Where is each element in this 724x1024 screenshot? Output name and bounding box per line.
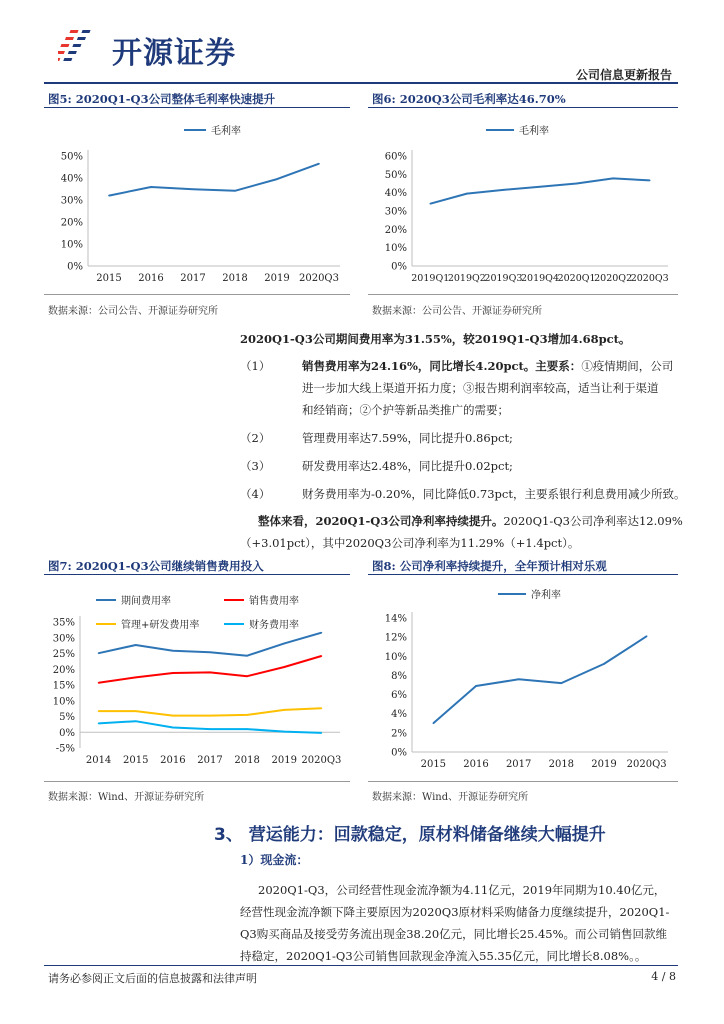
figure-8-chart <box>368 578 678 778</box>
figure-5-bottom-rule <box>44 294 350 295</box>
cash-line-3: Q3购买商品及接受劳务流出现金38.20亿元，同比增长25.45%。而公司销售回款维 <box>240 927 668 941</box>
fig7-data-point <box>246 714 248 716</box>
item-4-num: （4） <box>240 487 271 501</box>
fig7-data-point <box>98 710 100 712</box>
fig8-x-tick-label: 2020Q3 <box>626 759 667 770</box>
fig6-y-tick-label: 0% <box>391 261 407 273</box>
fig7-data-point <box>283 666 285 668</box>
fig8-x-tick-label: 2018 <box>548 759 575 770</box>
fig5-x-tick-label: 2018 <box>222 273 248 284</box>
fig7-data-point <box>246 675 248 677</box>
fig5-x-tick-label: 2017 <box>180 273 206 284</box>
fig7-data-point <box>209 672 211 674</box>
figure-7-chart <box>44 578 350 778</box>
fig5-y-tick-label: 0% <box>67 261 83 273</box>
fig6-data-point <box>576 183 578 185</box>
fig7-data-point <box>283 709 285 711</box>
cash-line-1: 2020Q1-Q3，公司经营性现金流净额为4.11亿元，2019年同期为10.40亿元， <box>258 883 666 897</box>
fig6-y-tick-label: 30% <box>384 206 407 218</box>
fig5-y-tick-label: 50% <box>60 151 83 163</box>
fig7-legend-label: 管理+研发费用率 <box>121 620 200 631</box>
fig5-legend-label: 毛利率 <box>211 126 241 137</box>
fig7-x-tick-label: 2016 <box>160 755 186 766</box>
figure-6-bottom-rule <box>368 294 678 295</box>
cash-line-4: 持稳定，2020Q1-Q3公司销售回款现金净流入55.35亿元，同比增长8.08%。。 <box>240 949 647 963</box>
fig7-x-tick-label: 2017 <box>197 755 223 766</box>
fig7-data-point <box>321 732 323 734</box>
fig8-x-tick-label: 2019 <box>591 759 617 770</box>
figure-6-title: 图6: 2020Q3公司毛利率达46.70% <box>372 92 566 106</box>
fig8-data-point <box>475 685 477 687</box>
fig8-y-tick-label: 12% <box>384 632 407 644</box>
page-number: 4 / 8 <box>651 970 676 983</box>
fig5-data-point <box>192 188 194 190</box>
fig5-data-point <box>234 190 236 192</box>
footer-disclaimer: 请务必参阅正文后面的信息披露和法律声明 <box>48 972 257 985</box>
item-1-text-1: ①疫情期间，公司 <box>581 359 674 373</box>
figure-6-rule <box>368 107 678 108</box>
fig8-y-tick-label: 4% <box>391 709 407 721</box>
fig6-x-tick-label: 2019Q1 <box>411 273 450 284</box>
fig5-x-tick-label: 2020Q3 <box>298 273 340 284</box>
fig7-data-point <box>135 677 137 679</box>
fig8-y-tick-label: 8% <box>391 670 407 682</box>
net-margin-line-2: （+3.01pct），其中2020Q3公司净利率为11.29%（+1.4pct）。 <box>240 536 580 550</box>
fig6-x-tick-label: 2019Q2 <box>447 273 486 284</box>
fig5-y-tick-label: 40% <box>60 173 83 185</box>
fig5-x-tick-label: 2019 <box>264 273 290 284</box>
item-1-line-2: 进一步加大线上渠道开拓力度；③报告期利润率较高，适当让利于渠道 <box>302 381 659 395</box>
figure-5-source: 数据来源：公司公告、开源证券研究所 <box>48 306 218 317</box>
figure-8-title: 图8: 公司净利率持续提升，全年预计相对乐观 <box>372 559 607 573</box>
fig8-series-line <box>433 636 646 723</box>
fig6-y-tick-label: 50% <box>384 169 407 181</box>
fig7-y-tick-label: 20% <box>52 664 75 676</box>
cash-line-2: 经营性现金流净额下降主要原因为2020Q3原材料采购储备力度继续提升，2020Q1- <box>240 905 670 919</box>
item-1-line-1 <box>302 355 673 377</box>
fig5-data-point <box>318 163 320 165</box>
fig8-y-tick-label: 14% <box>384 613 407 625</box>
fig7-data-point <box>98 723 100 725</box>
fig7-legend-label: 财务费用率 <box>249 620 299 631</box>
fig8-data-point <box>603 663 605 665</box>
figure-5-rule <box>44 107 350 108</box>
fig7-data-point <box>321 632 323 634</box>
fig5-data-point <box>108 195 110 197</box>
figure-7-title: 图7: 2020Q1-Q3公司继续销售费用投入 <box>48 559 264 573</box>
figure-8-rule <box>368 574 678 575</box>
fig7-data-point <box>209 715 211 717</box>
fig6-series-line <box>430 178 649 203</box>
header-rule <box>44 82 678 84</box>
fig7-legend-label: 销售费用率 <box>249 596 299 607</box>
fig7-data-point <box>98 652 100 654</box>
fig8-y-tick-label: 2% <box>391 728 407 740</box>
fig7-y-tick-label: 10% <box>52 696 75 708</box>
figure-7-rule <box>44 574 350 575</box>
fig6-legend-label: 毛利率 <box>519 126 549 137</box>
fig6-x-tick-label: 2019Q3 <box>484 273 523 284</box>
figure-7-source: 数据来源：Wind、开源证券研究所 <box>48 792 205 803</box>
figure-6-source: 数据来源：公司公告、开源证券研究所 <box>372 306 542 317</box>
fig7-data-point <box>172 727 174 729</box>
fig7-data-point <box>98 682 100 684</box>
logo-mark-icon <box>58 26 108 66</box>
fig7-data-point <box>283 643 285 645</box>
fig8-data-point <box>433 722 435 724</box>
fig8-x-tick-label: 2017 <box>505 759 532 770</box>
fig7-x-tick-label: 2018 <box>234 755 260 766</box>
subsection-cash-flow: 1）现金流： <box>240 853 309 867</box>
fig7-x-tick-label: 2019 <box>271 755 298 766</box>
fig7-y-tick-label: -5% <box>55 743 75 755</box>
fig7-series-line <box>99 708 322 715</box>
fig6-x-tick-label: 2019Q4 <box>520 273 560 284</box>
fig7-series-line <box>99 721 322 733</box>
report-type: 公司信息更新报告 <box>575 68 672 82</box>
fig8-data-point <box>518 678 520 680</box>
fig7-y-tick-label: 25% <box>52 649 75 660</box>
fig7-data-point <box>135 710 137 712</box>
fig8-y-tick-label: 10% <box>384 651 407 663</box>
fig5-series-line <box>109 164 319 196</box>
fig7-y-tick-label: 35% <box>52 617 75 629</box>
item-3-num: （3） <box>240 459 271 473</box>
fig6-x-tick-label: 2020Q3 <box>630 273 669 284</box>
fig7-data-point <box>172 672 174 674</box>
item-1-bold: 销售费用率为24.16%，同比增长4.20pct。主要系： <box>302 359 582 373</box>
fig7-data-point <box>172 715 174 717</box>
fig7-data-point <box>209 651 211 653</box>
fig7-data-point <box>321 708 323 710</box>
fig7-x-tick-label: 2015 <box>122 755 149 766</box>
section-3-title: 3、 营运能力：回款稳定，原材料储备继续大幅提升 <box>214 825 606 845</box>
fig6-data-point <box>612 178 614 180</box>
figure-5-title: 图5: 2020Q1-Q3公司整体毛利率快速提升 <box>48 92 276 106</box>
fig8-legend-label: 净利率 <box>531 590 561 601</box>
fig8-data-point <box>561 682 563 684</box>
fig5-x-tick-label: 2015 <box>96 273 122 284</box>
item-1-num: （1） <box>240 359 271 373</box>
figure-7-bottom-rule <box>44 781 350 782</box>
fig7-y-tick-label: 0% <box>59 727 75 739</box>
fig5-y-tick-label: 20% <box>60 217 83 229</box>
fig6-data-point <box>649 180 651 182</box>
fig7-series-line <box>99 656 322 683</box>
figure-5-chart <box>44 110 350 290</box>
fig6-y-tick-label: 40% <box>384 188 407 200</box>
fig5-data-point <box>150 186 152 188</box>
fig6-data-point <box>539 186 541 188</box>
fig6-data-point <box>503 189 505 191</box>
fig7-data-point <box>246 655 248 657</box>
fig6-y-tick-label: 10% <box>384 243 407 255</box>
item-3-text: 研发费用率达2.48%，同比提升0.02pct; <box>302 459 513 473</box>
fig6-y-tick-label: 60% <box>384 151 407 163</box>
fig7-data-point <box>246 728 248 730</box>
footer-rule <box>44 965 678 966</box>
fig7-data-point <box>283 731 285 733</box>
fig7-x-tick-label: 2014 <box>85 755 112 766</box>
fig6-x-tick-label: 2020Q1 <box>557 273 596 284</box>
fig7-data-point <box>321 655 323 657</box>
fig7-data-point <box>135 644 137 646</box>
fig6-data-point <box>429 203 431 205</box>
figure-8-source: 数据来源：Wind、开源证券研究所 <box>372 792 529 803</box>
fig7-y-tick-label: 30% <box>52 633 75 645</box>
fig5-x-tick-label: 2016 <box>138 273 164 284</box>
fig8-y-tick-label: 6% <box>391 690 407 702</box>
item-4-text: 财务费用率为-0.20%，同比降低0.73pct，主要系银行利息费用减少所致。 <box>302 487 686 501</box>
figure-6-chart <box>368 110 678 290</box>
figure-8-bottom-rule <box>368 781 678 782</box>
company-name: 开源证券 <box>112 36 236 71</box>
fig5-y-tick-label: 30% <box>60 195 83 207</box>
fig6-y-tick-label: 20% <box>384 224 407 236</box>
net-margin-line-1 <box>258 510 683 532</box>
fig7-y-tick-label: 5% <box>59 712 75 723</box>
fig7-y-tick-label: 15% <box>52 680 75 692</box>
item-2-num: （2） <box>240 431 271 445</box>
item-1-line-3: 和经销商；②个护等新品类推广的需要； <box>302 403 509 417</box>
fig8-data-point <box>646 635 648 637</box>
fig7-x-tick-label: 2020Q3 <box>301 755 342 766</box>
fig6-data-point <box>466 193 468 195</box>
net-margin-bold: 整体来看，2020Q1-Q3公司净利率持续提升。 <box>258 514 504 528</box>
fig7-data-point <box>209 728 211 730</box>
fig5-y-tick-label: 10% <box>60 239 83 251</box>
expense-summary: 2020Q1-Q3公司期间费用率为31.55%，较2019Q1-Q3增加4.68pct。 <box>240 332 631 346</box>
fig6-x-tick-label: 2020Q2 <box>594 273 633 284</box>
fig8-x-tick-label: 2016 <box>463 759 489 770</box>
item-2-text: 管理费用率达7.59%，同比提升0.86pct; <box>302 431 513 445</box>
fig7-data-point <box>135 720 137 722</box>
fig8-y-tick-label: 0% <box>391 747 407 759</box>
company-logo <box>58 26 108 66</box>
fig7-data-point <box>172 650 174 652</box>
fig8-x-tick-label: 2015 <box>420 759 447 770</box>
fig5-data-point <box>276 178 278 180</box>
net-margin-rest: 2020Q1-Q3公司净利率达12.09% <box>503 514 683 528</box>
fig7-legend-label: 期间费用率 <box>121 596 171 607</box>
